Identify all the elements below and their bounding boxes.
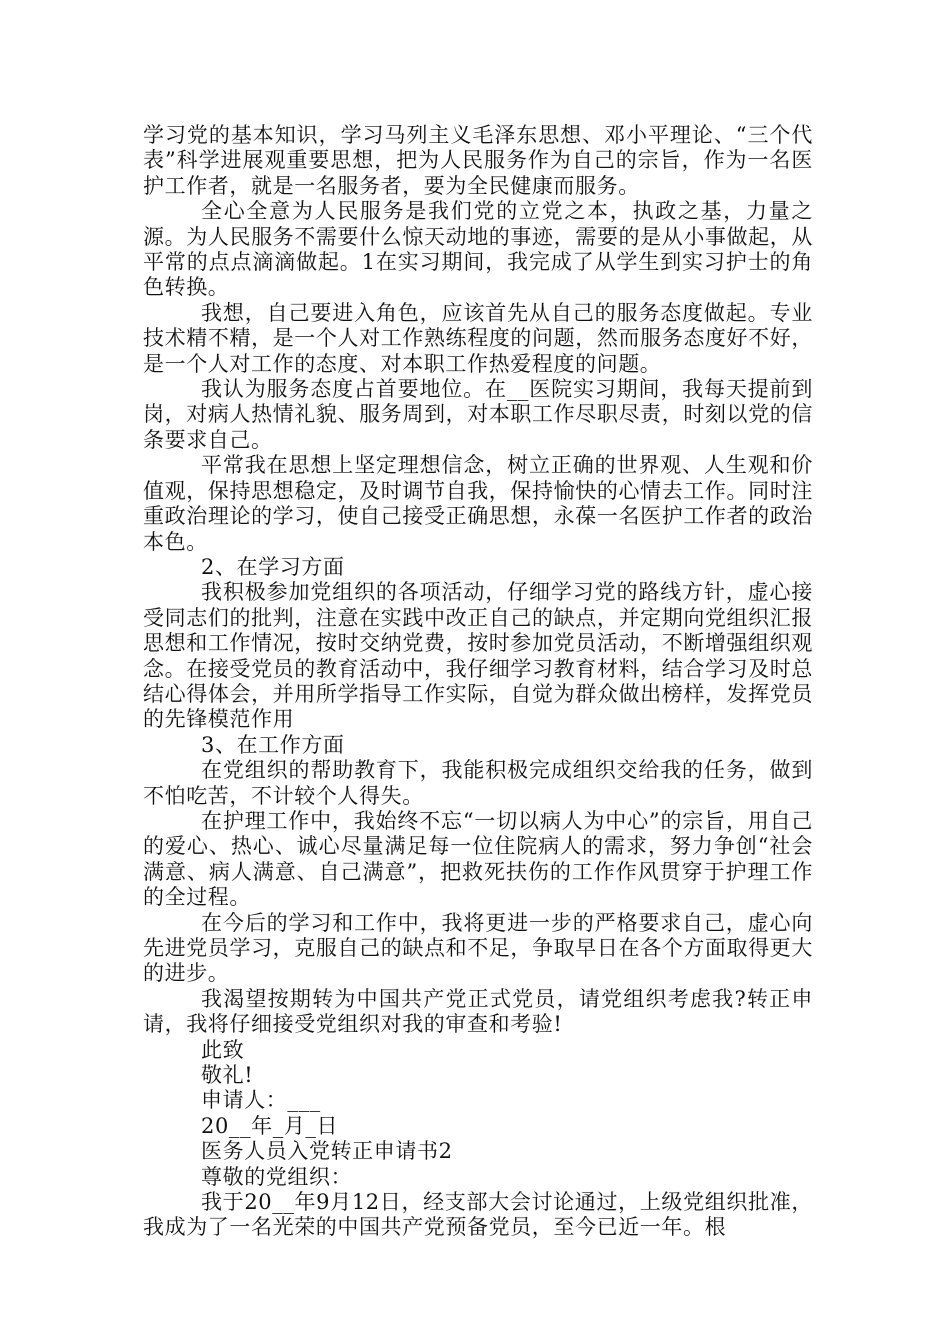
section-heading-work: 3、在工作方面 [201, 732, 345, 757]
paragraph-2: 全心全意为人民服务是我们党的立党之本，执政之基，力量之源。为人民服务不需要什么惊天动地的事迹，需要的是从小事做起，从平常的点点滴滴做起。1在实习期间，我完成了从学生到实习护士的角色转换。 [143, 199, 813, 300]
paragraph-5: 平常我在思想上坚定理想信念，树立正确的世界观、人生观和价值观，保持思想稳定，及时调节自我，保持愉快的心情去工作。同时注重政治理论的学习，使自己接受正确思想，永葆一名医护工作者的政治本色。 [143, 453, 813, 554]
paragraph-4: 我认为服务态度占首要地位。在__医院实习期间，我每天提前到岗，对病人热情礼貌、服务周到，对本职工作尽职尽责，时刻以党的信条要求自己。 [143, 377, 813, 452]
paragraph-7: 我积极参加党组织的各项活动，仔细学习党的路线方针，虚心接受同志们的批判，注意在实践中改正自己的缺点，并定期向党组织汇报思想和工作情况，按时交纳党费，按时参加党员活动，不断增强组织观念。在接受党员的教育活动中，我仔细学习教育材料，结合学习及时总结心得体会，并用所学指导工作实际，自觉为群众做出榜样，发挥党员的先锋模范作用 [143, 580, 813, 732]
section-heading-study: 2、在学习方面 [201, 554, 345, 579]
paragraph-12: 我渴望按期转为中国共产党正式党员，请党组织考虑我?转正申请，我将仔细接受党组织对我的审查和考验! [143, 986, 813, 1037]
date-line: 20__年_月_日 [201, 1113, 339, 1138]
paragraph-10: 在护理工作中，我始终不忘“一切以病人为中心”的宗旨，用自己的爱心、热心、诚心尽量满足每一位住院病人的需求，努力争创“社会满意、病人满意、自己满意”，把救死扶伤的工作作风贯穿于护理工作的全过程。 [143, 808, 813, 910]
paragraph-3: 我想，自己要进入角色，应该首先从自己的服务态度做起。专业技术精不精，是一个人对工作熟练程度的问题，然而服务态度好不好，是一个人对工作的态度、对本职工作热爱程度的问题。 [143, 300, 813, 376]
paragraph-1: 学习党的基本知识，学习马列主义毛泽东思想、邓小平理论、“三个代表”科学进展观重要思想，把为人民服务作为自己的宗旨，作为一名医护工作者，就是一名服务者，要为全民健康而服务。 [143, 123, 813, 198]
paragraph-final: 我于20__年9月12日，经支部大会讨论通过，上级党组织批准，我成为了一名光荣的中国共产党预备党员，至今已近一年。根 [143, 1190, 813, 1240]
closing-respect: 敬礼! [201, 1063, 254, 1088]
second-document-title: 医务人员入党转正申请书2 [201, 1139, 453, 1164]
paragraph-9: 在党组织的帮助教育下，我能积极完成组织交给我的任务，做到不怕吃苦，不计较个人得失。 [143, 758, 813, 808]
document-body [143, 123, 813, 1241]
paragraph-11: 在今后的学习和工作中，我将更进一步的严格要求自己，虚心向先进党员学习，克服自己的缺点和不足，争取早日在各个方面取得更大的进步。 [143, 910, 813, 986]
greeting-line: 尊敬的党组织： [201, 1164, 353, 1189]
closing-salutation: 此致 [201, 1037, 245, 1062]
applicant-line: 申请人：___ [201, 1088, 321, 1113]
